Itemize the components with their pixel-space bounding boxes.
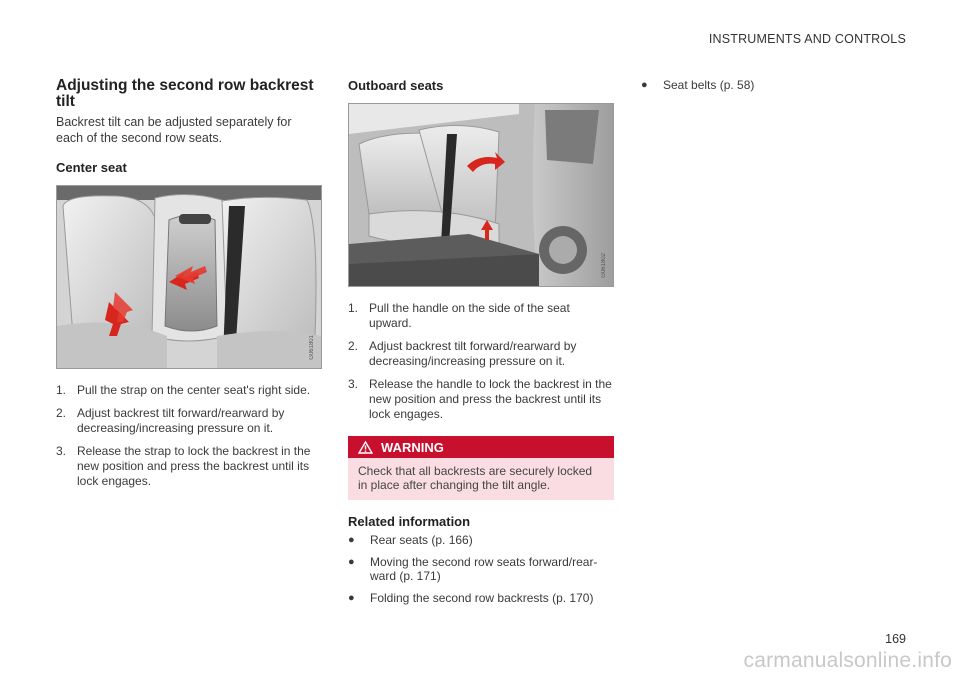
bullet-icon: ● (641, 79, 648, 91)
column-right (641, 78, 907, 100)
bullet-icon: ● (348, 534, 355, 546)
center-seat-heading: Center seat (56, 160, 127, 175)
figure-code: G061801 (309, 335, 315, 360)
related-info-list (348, 533, 614, 605)
related-link[interactable]: ● Rear seats (p. 166) (348, 533, 473, 547)
column-left (56, 78, 322, 497)
warning-header (348, 436, 614, 458)
list-item: 2. Adjust backrest tilt forward/rearward by decreasing/increasing pressure on it. (56, 406, 285, 435)
related-link[interactable]: ● Seat belts (p. 58) (641, 78, 755, 92)
bullet-icon: ● (348, 592, 355, 604)
related-info-heading: Related information (348, 514, 471, 529)
related-link[interactable]: ● Moving the second row seats forward/rear-ward (p. 171) (348, 555, 598, 583)
list-item: 2. Adjust backrest tilt forward/rearward by decreasing/increasing pressure on it. (348, 339, 577, 368)
outboard-seats-heading: Outboard seats (348, 78, 444, 93)
list-item: 3. Release the handle to lock the backrest in the new position and press the backrest until its lock engages. (348, 377, 612, 421)
related-link[interactable]: ● Folding the second row backrests (p. 170) (348, 591, 594, 605)
list-item: 3. Release the strap to lock the backrest in the new position and press the backrest until its lock engages. (56, 444, 311, 488)
page-number: 169 (885, 632, 906, 646)
outboard-seats-illustration (348, 103, 614, 287)
list-item: 1. Pull the handle on the side of the seat upward. (348, 301, 570, 330)
related-info-list-continued (641, 78, 907, 92)
warning-text: Check that all backrests are securely locked in place after changing the tilt angle. (348, 458, 614, 500)
warning-label: WARNING (381, 439, 444, 455)
center-seat-illustration (56, 185, 322, 369)
section-header: INSTRUMENTS AND CONTROLS (708, 32, 906, 46)
column-middle (348, 78, 614, 613)
warning-triangle-icon (358, 441, 373, 454)
center-seat-steps (56, 383, 322, 489)
watermark: carmanualsonline.info (743, 649, 952, 672)
article-title: Adjusting the second row backrest tilt (56, 77, 314, 110)
bullet-icon: ● (348, 556, 355, 568)
figure-code: G061802 (601, 253, 607, 278)
warning-box (348, 436, 614, 500)
list-item: 1. Pull the strap on the center seat's right side. (56, 383, 311, 397)
outboard-seats-steps (348, 301, 614, 422)
article-intro: Backrest tilt can be adjusted separately for each of the second row seats. (56, 115, 292, 145)
